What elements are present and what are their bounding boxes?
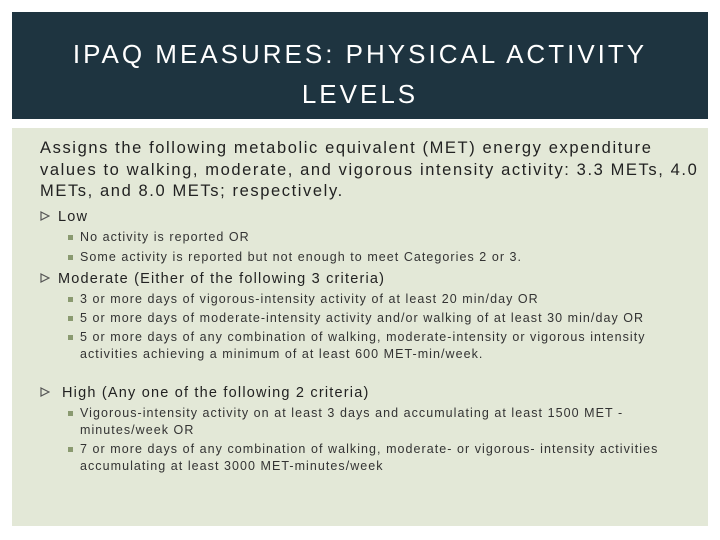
title-bar bbox=[12, 12, 708, 119]
list-item: 3 or more days of vigorous-intensity activity of at least 20 min/day OR bbox=[80, 291, 705, 308]
list-item: 5 or more days of moderate-intensity activity and/or walking of at least 30 min/day OR bbox=[80, 310, 705, 327]
hollow-arrow-icon bbox=[40, 207, 58, 227]
level-label: Moderate (Either of the following 3 criteria) bbox=[58, 271, 386, 287]
square-bullet-icon bbox=[68, 335, 73, 340]
hollow-arrow-icon bbox=[40, 269, 58, 289]
level-moderate-criteria bbox=[80, 291, 705, 363]
square-bullet-icon bbox=[68, 447, 73, 452]
list-item: No activity is reported OR bbox=[80, 229, 705, 246]
square-bullet-icon bbox=[68, 235, 73, 240]
square-bullet-icon bbox=[68, 255, 73, 260]
level-label: Low bbox=[58, 209, 89, 225]
list-item: Some activity is reported but not enough to meet Categories 2 or 3. bbox=[80, 249, 705, 266]
slide-title: IPAQ MEASURES: PHYSICAL ACTIVITY LEVELS bbox=[72, 39, 648, 109]
intro-paragraph: Assigns the following metabolic equivalent (MET) energy expenditure values to walking, moderate, and vigorous intensity activity: 3.3 METs, 4.0 METs, and 8.0 METs; respectively. bbox=[40, 139, 699, 200]
hollow-arrow-icon bbox=[40, 383, 62, 403]
square-bullet-icon bbox=[68, 316, 73, 321]
level-moderate bbox=[40, 269, 385, 289]
list-item: Vigorous-intensity activity on at least 3 days and accumulating at least 1500 MET -minutes/week OR bbox=[80, 405, 705, 439]
level-label: High (Any one of the following 2 criteria) bbox=[62, 385, 370, 401]
level-low bbox=[40, 207, 88, 227]
level-low-criteria bbox=[80, 229, 705, 266]
square-bullet-icon bbox=[68, 297, 73, 302]
list-item: 5 or more days of any combination of walking, moderate-intensity or vigorous intensity activities achieving a minimum of at least 600 MET-min/week. bbox=[80, 329, 705, 363]
list-item: 7 or more days of any combination of walking, moderate- or vigorous- intensity activities accumulating at least 3000 MET-minutes/week bbox=[80, 441, 705, 475]
level-high bbox=[40, 383, 370, 403]
level-high-criteria bbox=[80, 405, 705, 475]
square-bullet-icon bbox=[68, 411, 73, 416]
content-panel bbox=[12, 128, 708, 526]
